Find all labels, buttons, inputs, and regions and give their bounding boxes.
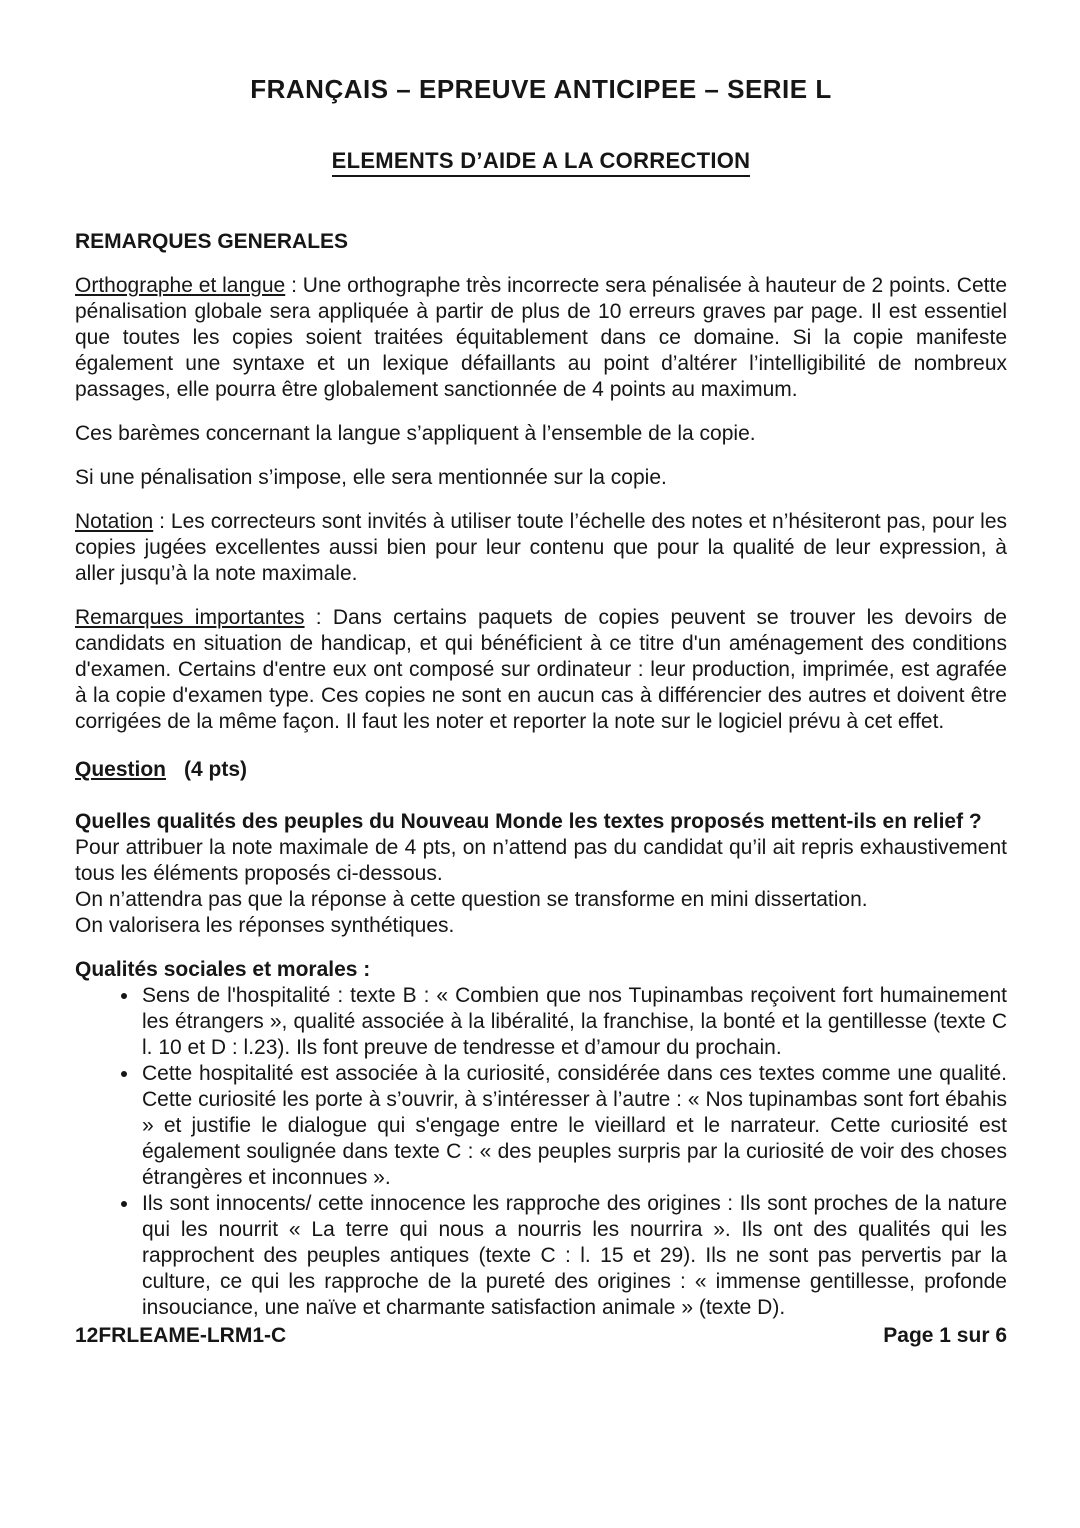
paragraph-baremes: Ces barèmes concernant la langue s’appliquent à l’ensemble de la copie.: [75, 422, 756, 445]
question-note-synthese: On valorisera les réponses synthétiques.: [75, 914, 455, 937]
footer-page-number: Page 1 sur 6: [883, 1324, 1007, 1347]
document-title: FRANÇAIS – EPREUVE ANTICIPEE – SERIE L: [250, 74, 832, 104]
paragraph-penalisation: Si une pénalisation s’impose, elle sera mentionnée sur la copie.: [75, 466, 667, 489]
text-orthographe-et-langue: : Une orthographe très incorrecte sera pénalisée à hauteur de 2 points. Cette pénalisation globale sera appliquée à partir de plus de 10 erreurs graves par page. Il est essentiel que toutes les copies soient traitées équitablement dans ce domaine. Si la copie manifeste également une syntaxe et un lexique défaillants au point d’altérer l’intelligibilité de nombreux passages, elle pourra être globalement sanctionnée de 4 points au maximum.: [75, 274, 1008, 401]
section-heading-remarques-generales: REMARQUES GENERALES: [75, 230, 349, 253]
question-prompt: Quelles qualités des peuples du Nouveau Monde les textes proposés mettent-ils en relief ?: [75, 810, 982, 833]
page-footer: [75, 1323, 1007, 1349]
document-subtitle-row: [75, 148, 1007, 175]
document-subtitle: ELEMENTS D’AIDE A LA CORRECTION: [332, 148, 751, 177]
question-points: (4 pts): [184, 758, 248, 781]
qualites-bullet-list: [75, 983, 1007, 1321]
bullet-curiosite: • Cette hospitalité est associée à la curiosité, considérée dans ces textes comme une qualité. Cette curiosité les porte à s’ouvrir, à s’intéresser à l’autre : « Nos tupinambas sont fort ébahis » et justifie le dialogue qui s'engage entre le vieillard et le narrateur. Cette curiosité est également soulignée dans texte C : « des peuples surpris par la curiosité de voir des choses étrangères et inconnues ».: [140, 1061, 1007, 1191]
footer-document-reference: 12FRLEAME-LRM1-C: [75, 1324, 287, 1347]
question-note-bareme: Pour attribuer la note maximale de 4 pts, on n’attend pas du candidat qu’il ait repris exhaustivement tous les éléments proposés ci-dessous.: [75, 836, 1007, 885]
lead-orthographe-et-langue: Orthographe et langue: [75, 274, 286, 297]
subheading-qualites-sociales-morales: Qualités sociales et morales :: [75, 958, 371, 981]
lead-remarques-importantes: Remarques importantes: [75, 606, 305, 629]
paragraph-notation: [75, 509, 1007, 587]
question-heading: Question: [75, 758, 167, 781]
text-notation: : Les correcteurs sont invités à utiliser toute l’échelle des notes et n’hésiteront pas, pour les copies jugées excellentes aussi bien pour leur contenu que pour la qualité de leur expression, à aller jusqu’à la note maximale.: [75, 510, 1007, 585]
paragraph-orthographe-et-langue: [75, 273, 1007, 403]
bullet-innocence: • Ils sont innocents/ cette innocence les rapproche des origines : Ils sont proches de la nature qui les nourrit « La terre qui nous a nourris les nourrira ». Ils ont des qualités qui les rapprochent des peuples antiques (texte C : l. 15 et 29). Ils ne sont pas pervertis par la culture, ce qui les rapproche de la pureté des origines : « immense gentillesse, profonde insouciance, une naïve et charmante satisfaction animale » (texte D).: [140, 1191, 1007, 1321]
text-remarques-importantes: : Dans certains paquets de copies peuvent se trouver les devoirs de candidats en situation de handicap, et qui bénéficient à ce titre d'un aménagement des conditions d'examen. Certains d'entre eux ont composé sur ordinateur : leur production, imprimée, est agrafée à la copie d'examen type. Ces copies ne sont en aucun cas à différencier des autres et doivent être corrigées de la même façon. Il faut les noter et reporter la note sur le logiciel prévu à cet effet.: [75, 606, 1007, 733]
paragraph-remarques-importantes: [75, 605, 1007, 735]
question-heading-row: [75, 757, 1007, 783]
question-note-dissertation: On n’attendra pas que la réponse à cette question se transforme en mini dissertation.: [75, 888, 868, 911]
bullet-hospitalite: • Sens de l'hospitalité : texte B : « Combien que nos Tupinambas reçoivent fort humainement les étrangers », qualité associée à la libéralité, la franchise, la bonté et la gentillesse (texte C l. 10 et D : l.23). Ils font preuve de tendresse et d’amour du prochain.: [140, 983, 1007, 1061]
lead-notation: Notation: [75, 510, 154, 533]
